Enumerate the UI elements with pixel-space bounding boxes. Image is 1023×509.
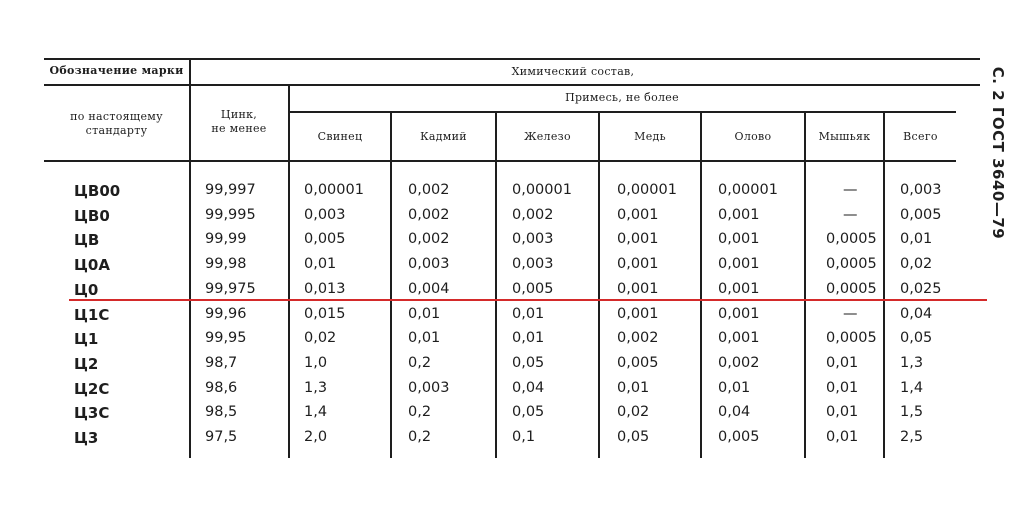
impurity-cell: 0,02 [617, 404, 650, 420]
impurity-cell: 0,002 [408, 182, 450, 198]
impurity-cell: 1,0 [304, 355, 328, 371]
grade-cell: Ц2С [74, 380, 110, 398]
zinc-cell: 97,5 [205, 429, 238, 445]
impurity-cell: 0,005 [718, 429, 760, 445]
impurity-cell: 0,01 [826, 380, 859, 396]
header-col-tin: Олово [734, 130, 772, 143]
impurity-cell: 0,05 [900, 330, 933, 346]
impurity-cell: 0,002 [408, 231, 450, 247]
impurity-cell: 0,2 [408, 355, 432, 371]
impurity-cell: 0,0005 [826, 231, 877, 247]
grade-cell: Ц1С [74, 306, 110, 324]
impurity-cell: 0,1 [512, 429, 536, 445]
impurity-cell: — [843, 182, 858, 198]
impurity-cell: 0,01 [512, 330, 545, 346]
impurity-cell: 1,4 [304, 404, 328, 420]
grade-cell: Ц0 [74, 281, 99, 299]
impurity-cell: 0,001 [718, 256, 760, 272]
impurity-cell: 0,005 [617, 355, 659, 371]
impurity-cell: 0,01 [408, 306, 441, 322]
header-zinc-line1: Цинк, [220, 108, 258, 121]
impurity-cell: 0,01 [617, 380, 650, 396]
impurity-cell: — [843, 207, 858, 223]
col-divider-tin [804, 112, 806, 458]
grade-cell: Ц1 [74, 330, 99, 348]
impurity-cell: 0,01 [304, 256, 337, 272]
impurity-cell: 0,01 [900, 231, 933, 247]
impurity-cell: 0,02 [900, 256, 933, 272]
impurity-cell: 0,002 [512, 207, 554, 223]
page-caption: С. 2 ГОСТ 3640—79 [989, 66, 1007, 240]
zinc-cell: 99,997 [205, 182, 256, 198]
header-col-cadmium: Кадмий [420, 130, 467, 143]
impurity-cell: 0,001 [718, 207, 760, 223]
header-col-copper: Медь [634, 130, 666, 143]
zinc-cell: 99,975 [205, 281, 256, 297]
impurity-cell: 0,01 [408, 330, 441, 346]
impurity-cell: 0,003 [512, 256, 554, 272]
header-col-lead: Свинец [317, 130, 363, 143]
impurity-cell: 0,003 [408, 380, 450, 396]
col-divider-lead [390, 112, 392, 458]
impurity-cell: 1,5 [900, 404, 924, 420]
impurity-cell: 0,005 [304, 231, 346, 247]
col-divider-iron [598, 112, 600, 458]
impurity-cell: 0,001 [617, 207, 659, 223]
grade-cell: Ц2 [74, 355, 99, 373]
grade-cell: Ц3С [74, 404, 110, 422]
zinc-cell: 99,99 [205, 231, 247, 247]
impurity-cell: 0,05 [617, 429, 650, 445]
impurity-cell: 0,002 [617, 330, 659, 346]
header-rule-1 [44, 84, 980, 86]
header-col-iron: Железо [524, 130, 571, 143]
impurity-cell: 0,2 [408, 429, 432, 445]
impurity-cell: 0,0005 [826, 330, 877, 346]
impurity-cell: 0,01 [512, 306, 545, 322]
grade-cell: ЦВ0 [74, 207, 110, 225]
impurity-cell: 0,001 [718, 306, 760, 322]
header-by-standard-line2: стандарту [85, 124, 148, 137]
col-divider-copper [700, 112, 702, 458]
impurity-cell: 0,002 [408, 207, 450, 223]
header-impurities: Примесь, не более [565, 91, 679, 104]
col-divider-arsenic [883, 112, 885, 458]
col-divider-cadmium [495, 112, 497, 458]
impurity-cell: 0,00001 [304, 182, 364, 198]
header-bottom-rule [44, 160, 956, 162]
impurity-cell: 0,001 [617, 231, 659, 247]
header-rule-2 [288, 111, 956, 113]
impurity-cell: 1,4 [900, 380, 924, 396]
impurity-cell: 0,001 [718, 231, 760, 247]
grade-cell: ЦВ00 [74, 182, 121, 200]
impurity-cell: 0,0005 [826, 256, 877, 272]
impurity-cell: 0,02 [304, 330, 337, 346]
impurity-cell: 0,013 [304, 281, 346, 297]
impurity-cell: 0,001 [718, 281, 760, 297]
grade-cell: Ц3 [74, 429, 99, 447]
impurity-cell: 0,04 [900, 306, 933, 322]
impurity-cell: 0,05 [512, 404, 545, 420]
impurity-cell: 0,025 [900, 281, 942, 297]
impurity-cell: 0,004 [408, 281, 450, 297]
impurity-cell: 0,003 [408, 256, 450, 272]
impurity-cell: 0,05 [512, 355, 545, 371]
impurity-cell: 0,00001 [718, 182, 778, 198]
impurity-cell: 0,015 [304, 306, 346, 322]
impurity-cell: 0,01 [718, 380, 751, 396]
impurity-cell: 2,0 [304, 429, 328, 445]
impurity-cell: 0,005 [900, 207, 942, 223]
header-by-standard-line1: по настоящему [70, 110, 163, 123]
impurity-cell: 0,2 [408, 404, 432, 420]
zinc-cell: 98,7 [205, 355, 238, 371]
impurity-cell: 0,01 [826, 429, 859, 445]
impurity-cell: 0,001 [617, 281, 659, 297]
header-zinc-line2: не менее [211, 122, 267, 135]
impurity-cell: 0,00001 [512, 182, 572, 198]
impurity-cell: 0,003 [304, 207, 346, 223]
header-col-total: Всего [903, 130, 938, 143]
impurity-cell: 1,3 [900, 355, 924, 371]
impurity-cell: 0,002 [718, 355, 760, 371]
impurity-cell: 0,04 [512, 380, 545, 396]
impurity-cell: 0,01 [826, 404, 859, 420]
zinc-cell: 99,96 [205, 306, 247, 322]
grade-cell: ЦВ [74, 231, 100, 249]
impurity-cell: 0,01 [826, 355, 859, 371]
impurity-cell: 0,001 [718, 330, 760, 346]
zinc-cell: 99,95 [205, 330, 247, 346]
table-top-rule [44, 58, 980, 60]
zinc-cell: 99,98 [205, 256, 247, 272]
impurity-cell: 1,3 [304, 380, 328, 396]
zinc-cell: 98,6 [205, 380, 238, 396]
impurity-cell: 2,5 [900, 429, 924, 445]
grade-cell: Ц0А [74, 256, 110, 274]
impurity-cell: 0,001 [617, 306, 659, 322]
impurity-cell: 0,04 [718, 404, 751, 420]
impurity-cell: 0,003 [512, 231, 554, 247]
zinc-cell: 99,995 [205, 207, 256, 223]
red-highlight-line [69, 299, 987, 301]
header-designation: Обозначение марки [49, 64, 184, 77]
header-chem-composition: Химический состав, [511, 65, 635, 78]
impurity-cell: 0,00001 [617, 182, 677, 198]
impurity-cell: 0,005 [512, 281, 554, 297]
impurity-cell: 0,001 [617, 256, 659, 272]
header-col-arsenic: Мышьяк [818, 130, 871, 143]
impurity-cell: 0,003 [900, 182, 942, 198]
impurity-cell: 0,0005 [826, 281, 877, 297]
impurity-cell: — [843, 306, 858, 322]
zinc-cell: 98,5 [205, 404, 238, 420]
